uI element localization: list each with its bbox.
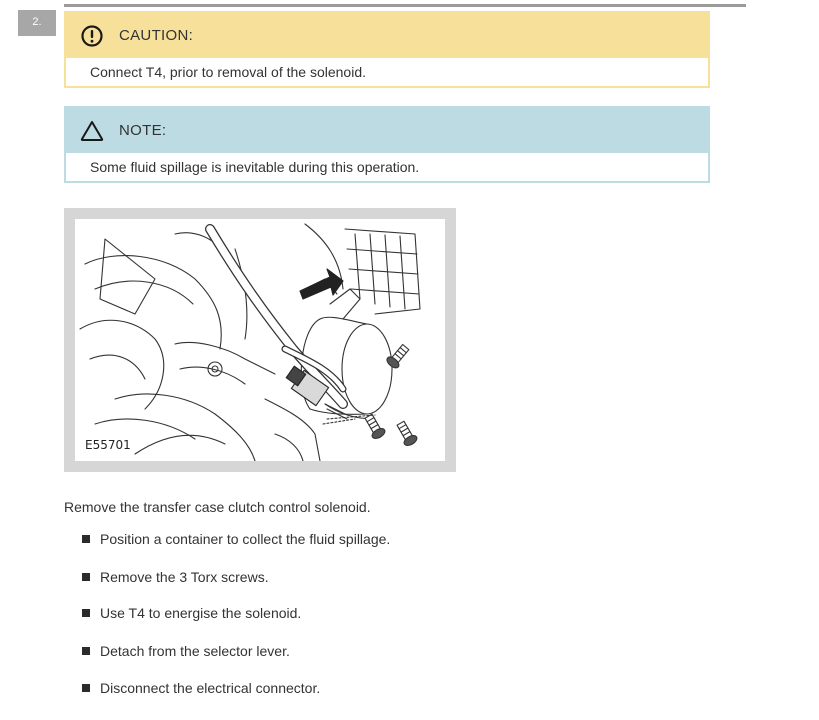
- caution-header: [66, 13, 708, 58]
- caution-label: CAUTION:: [119, 27, 194, 44]
- list-item: Detach from the selector lever.: [82, 643, 290, 659]
- instruction-text: Remove the transfer case clutch control solenoid.: [64, 499, 371, 515]
- torx-screw-icon: [362, 413, 386, 441]
- list-item: Disconnect the electrical connector.: [82, 680, 320, 696]
- exclamation-circle-icon: [80, 24, 104, 48]
- figure-reference-label: E55701: [85, 438, 131, 452]
- note-text: Some fluid spillage is inevitable during this operation.: [66, 153, 708, 181]
- bullet-square-icon: [82, 684, 90, 692]
- step-number-badge: 2.: [18, 10, 56, 36]
- figure-frame: [64, 208, 456, 472]
- note-header: [66, 108, 708, 153]
- triangle-outline-icon: [80, 119, 104, 143]
- note-box: [64, 106, 710, 183]
- illustration-pane: [75, 219, 445, 461]
- bullet-square-icon: [82, 609, 90, 617]
- note-label: NOTE:: [119, 122, 167, 139]
- solenoid-illustration: [75, 219, 445, 461]
- list-item: Position a container to collect the fluid spillage.: [82, 531, 390, 547]
- bullet-square-icon: [82, 535, 90, 543]
- list-item: Remove the 3 Torx screws.: [82, 569, 269, 585]
- top-divider: [64, 4, 746, 7]
- caution-text: Connect T4, prior to removal of the solenoid.: [66, 58, 708, 86]
- torx-screw-icon: [394, 420, 418, 448]
- list-item: Use T4 to energise the solenoid.: [82, 605, 301, 621]
- caution-box: [64, 11, 710, 88]
- bullet-square-icon: [82, 647, 90, 655]
- bullet-square-icon: [82, 573, 90, 581]
